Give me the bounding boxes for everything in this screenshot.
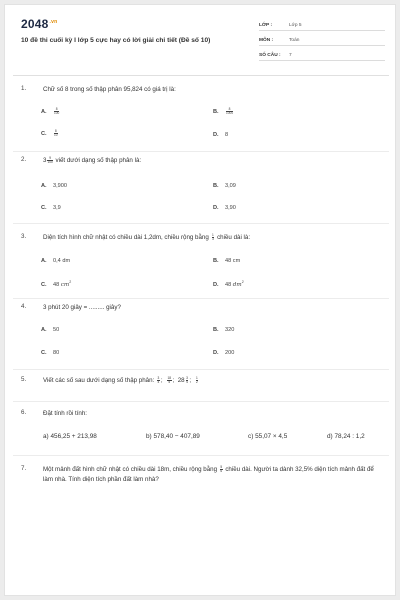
header-divider [13, 75, 389, 76]
calc-d: d) 78,24 : 1,2 [327, 433, 365, 440]
divider [13, 455, 389, 456]
page-header [5, 5, 397, 77]
question-text: 3 $\frac{9}{100}$ viết dưới dạng số thập phân là: [43, 155, 142, 164]
option-d[interactable]: D. 3,90 [213, 205, 236, 211]
option-b[interactable]: B. $\frac{8}{1000}$ [213, 107, 234, 116]
question-text: 3 phút 20 giây = ......... giây? [43, 304, 121, 311]
fraction: $\frac{1}{2}$ [196, 375, 198, 384]
fraction: $\frac{5}{6}$ [220, 464, 223, 473]
meta-grade: LỚP : Lớp 5 [259, 19, 385, 31]
option-d[interactable]: D. 8 [213, 132, 229, 138]
meta-question-count: SỐ CÂU : 7 [259, 49, 385, 61]
divider [13, 369, 389, 370]
calc-a: a) 456,25 + 213,98 [43, 433, 97, 440]
option-d[interactable]: D. 200 [213, 350, 235, 356]
fraction: $\frac{3}{4}$ [186, 375, 188, 384]
question-text: Diện tích hình chữ nhật có chiều dài 1,2dm, chiều rộng bằng $\frac{1}{3}$ chiều dài là: [43, 232, 251, 241]
option-c[interactable]: C. 3,9 [41, 205, 61, 211]
document-title: 10 đề thi cuối kỳ I lớp 5 cực hay có lời giải chi tiết (Đề số 10) [21, 37, 211, 44]
fraction: $\frac{8}{10}$ [54, 129, 58, 138]
site-logo[interactable]: $2048^{.vn}$ [21, 17, 58, 31]
divider [13, 151, 389, 152]
question-text: Chữ số 8 trong số thập phân 95,824 có giá trị là: [43, 86, 176, 93]
meta-subject: MÔN : Toán [259, 34, 385, 46]
option-a[interactable]: A. 50 [41, 327, 60, 333]
option-b[interactable]: B. 3,09 [213, 183, 236, 189]
option-c[interactable]: C. $\frac{8}{10}$ [41, 129, 58, 138]
option-d[interactable]: D. 48 $dm^2$ [213, 280, 244, 288]
fraction: $\frac{8}{1000}$ [226, 107, 234, 116]
fraction: $\frac{18}{5}$ [167, 375, 172, 384]
question-text: Một mảnh đất hình chữ nhật có chiều dài 18m, chiều rộng bằng $\frac{5}{6}$ chiều dài. Người ta dành 32,5% diện tích mảnh đất để làm nhà. Tính diện tích phần đất làm nhà? [43, 464, 374, 483]
option-c[interactable]: C. 48 $cm^2$ [41, 280, 72, 288]
fraction: $\frac{8}{100}$ [54, 107, 60, 116]
logo-suffix: .vn [49, 19, 58, 25]
option-b[interactable]: B. 320 [213, 327, 235, 333]
option-a[interactable]: A. $\frac{8}{100}$ [41, 107, 60, 116]
fraction: $\frac{1}{3}$ [212, 232, 214, 241]
fraction: $\frac{9}{100}$ [47, 155, 53, 164]
divider [13, 223, 389, 224]
question-text: Đặt tính rồi tính: [43, 410, 88, 417]
question-text: Viết các số sau dưới dạng số thập phân: $\frac{3}{4}$ ; $\frac{18}{5}$ ; 28 $\frac{3}{4}$ ; $\frac{1}{2}$ [43, 375, 198, 384]
option-c[interactable]: C. 80 [41, 350, 60, 356]
calc-b: b) 578,40 − 407,89 [146, 433, 200, 440]
fraction: $\frac{3}{4}$ [157, 375, 160, 384]
option-a[interactable]: A. 3,900 [41, 183, 67, 189]
divider [13, 401, 389, 402]
divider [13, 298, 389, 299]
exam-page: $2048^{.vn}$ 10 đề thi cuối kỳ I lớp 5 cực hay có lời giải chi tiết (Đề số 10) LỚP : Lớp 5 MÔN : Toán SỐ CÂU : 7 1. Chữ số 8 trong số thập phân 95,824 có giá trị là: A. $\frac{8}{100}$ B. $\frac{8}{1000}$ C. $\frac{8}{10}$ D. 8 2. 3 $\frac{9}{100}$ viết dưới dạng số thập phân là: A. 3,900 B. 3,09 C. 3,9 D. 3,90 3. Diện tích hình chữ nhật có chiều dài 1,2dm, chiều rộng bằng $\frac{1}{3}$ chiều dài là: A. 0,4 dm B. 48 cm C. 48 $cm^2$ D. 48 $dm^2$ 4. 3 phút 20 giây = ......... giây? A. 50 B. 320 C. 80 D. 200 5. Viết các số sau dưới dạng số thập phân: $\frac{3}{4}$ ; $\frac{18}{5}$ ; 28 $\frac{3}{4}$ ; $\frac{1}{2}$ 6. Đặt tính rồi tính: a) 456,25 + 213,98 b) 578,40 − 407,89 c) 55,07 × 4,5 d) 78,24 : 1,2 7. Một mảnh đất hình chữ nhật có chiều dài 18m, chiều rộng bằng $\frac{5}{6}$ chiều dài. Người ta dành 32,5% diện tích mảnh đất để làm nhà. Tính diện tích phần đất làm nhà? [4, 4, 396, 596]
option-b[interactable]: B. 48 cm [213, 258, 241, 264]
calc-c: c) 55,07 × 4,5 [248, 433, 288, 440]
option-a[interactable]: A. 0,4 dm [41, 258, 71, 264]
